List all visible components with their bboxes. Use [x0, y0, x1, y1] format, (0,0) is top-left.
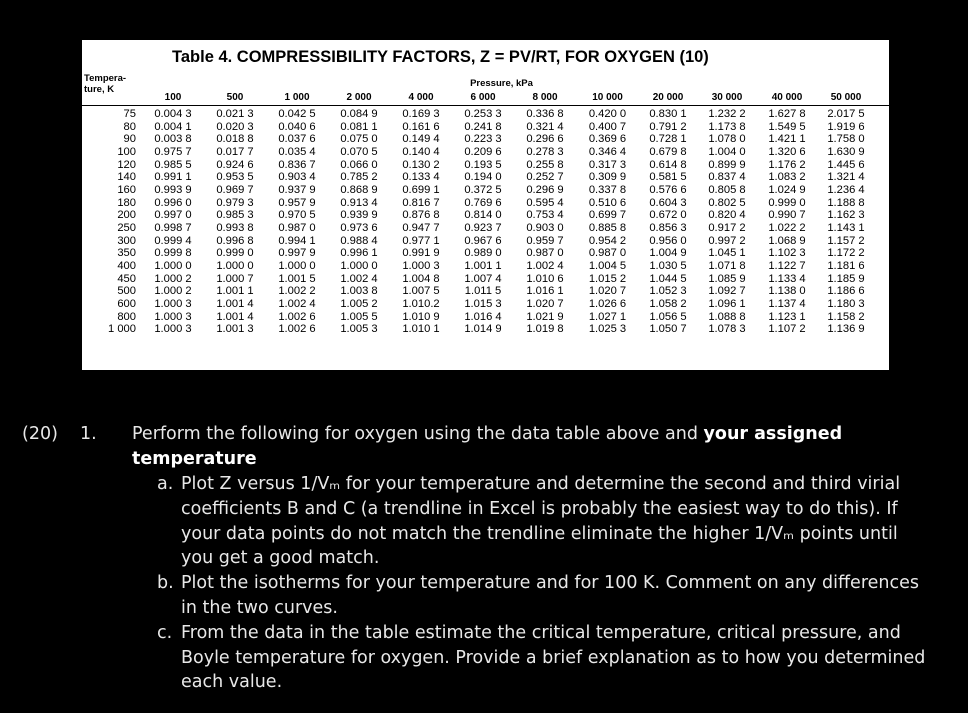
z-value-cell: 0.035 4	[278, 145, 316, 158]
z-value-cell: 1.630 9	[827, 145, 865, 158]
z-value-cell: 0.996 8	[216, 234, 254, 247]
z-value-cell: 0.255 8	[526, 158, 564, 171]
pressure-header-row	[82, 85, 875, 103]
z-value-cell: 0.903 0	[526, 221, 564, 234]
z-value-cell: 0.018 8	[216, 133, 254, 146]
z-value-cell: 0.970 5	[278, 209, 316, 222]
z-value-cell: 0.987 0	[278, 221, 316, 234]
z-value-cell: 0.987 0	[588, 247, 627, 260]
z-value-cell: 1.180 3	[827, 297, 865, 310]
z-value-cell: 0.040 6	[278, 120, 316, 133]
z-value-cell: 0.913 4	[340, 196, 378, 209]
z-value-cell: 0.679 8	[649, 145, 687, 158]
z-value-cell: 0.317 3	[588, 158, 627, 171]
z-value-cell: 1.010 6	[526, 272, 564, 285]
z-value-cell: 0.149 4	[402, 133, 440, 146]
z-value-cell: 1.137 4	[768, 297, 806, 310]
z-value-cell: 1.005 2	[340, 297, 378, 310]
z-value-cell: 0.510 6	[588, 196, 627, 209]
z-value-cell: 1.016 4	[464, 310, 502, 323]
z-value-cell: 0.614 8	[649, 158, 687, 171]
z-value-cell: 0.223 3	[464, 133, 502, 146]
z-value-cell: 0.604 3	[649, 196, 687, 209]
z-value-cell: 0.278 3	[526, 145, 564, 158]
z-value-cell: 1.078 0	[708, 133, 746, 146]
z-value-cell: 1.002 4	[340, 272, 378, 285]
z-value-cell: 0.753 4	[526, 209, 564, 222]
subitem-marker: b.	[157, 573, 174, 594]
table-row	[82, 197, 875, 210]
question-points: (20)	[22, 424, 58, 444]
table-row	[82, 235, 875, 248]
z-value-cell: 1.068 9	[768, 234, 806, 247]
z-value-cell: 1.176 2	[768, 158, 806, 171]
table-row	[82, 260, 875, 273]
z-value-cell: 0.899 9	[708, 158, 746, 171]
z-value-cell: 1.019 8	[526, 323, 564, 336]
table-row	[82, 311, 875, 324]
z-value-cell: 0.999 0	[216, 247, 254, 260]
z-value-cell: 0.130 2	[402, 158, 440, 171]
z-value-cell: 0.923 7	[464, 221, 502, 234]
subitem-marker: c.	[157, 622, 173, 643]
z-value-cell: 0.672 0	[649, 209, 687, 222]
z-value-cell: 1.000 3	[154, 323, 192, 336]
temperature-cell: 90	[123, 133, 136, 146]
table-row	[82, 298, 875, 311]
z-value-cell: 0.989 0	[464, 247, 502, 260]
z-value-cell: 0.581 5	[649, 171, 687, 184]
z-value-cell: 0.805 8	[708, 183, 746, 196]
z-value-cell: 1.010 9	[402, 310, 440, 323]
z-value-cell: 0.369 6	[588, 133, 627, 146]
z-value-cell: 1.005 5	[340, 310, 378, 323]
z-value-cell: 1.015 2	[588, 272, 627, 285]
compressibility-table-panel	[82, 40, 889, 370]
z-value-cell: 0.969 7	[216, 183, 254, 196]
z-value-cell: 0.336 8	[526, 108, 564, 120]
z-value-cell: 0.337 8	[588, 183, 627, 196]
z-value-cell: 0.999 0	[768, 196, 806, 209]
temperature-cell: 200	[117, 209, 136, 222]
pressure-column-header: 8 000	[532, 92, 558, 103]
z-value-cell: 1.001 3	[216, 323, 254, 336]
z-value-cell: 1.000 2	[154, 272, 192, 285]
z-value-cell: 1.004 9	[649, 247, 687, 260]
z-value-cell: 1.157 2	[827, 234, 865, 247]
z-value-cell: 1.133 4	[768, 272, 806, 285]
z-value-cell: 1.021 9	[526, 310, 564, 323]
compressibility-data-table	[82, 85, 875, 336]
temperature-cell: 100	[117, 145, 136, 158]
z-value-cell: 1.050 7	[649, 323, 687, 336]
z-value-cell: 1.421 1	[768, 133, 806, 146]
z-value-cell: 0.252 7	[526, 171, 564, 184]
z-value-cell: 1.078 3	[708, 323, 746, 336]
z-value-cell: 0.991 1	[154, 171, 192, 184]
z-value-cell: 1.107 2	[768, 323, 806, 336]
z-value-cell: 0.169 3	[402, 108, 440, 120]
table-row	[82, 209, 875, 222]
z-value-cell: 0.985 3	[216, 209, 254, 222]
z-value-cell: 0.161 6	[402, 120, 440, 133]
subitem-marker: a.	[157, 474, 174, 494]
table-row	[82, 103, 875, 121]
pressure-column-header: 500	[226, 92, 244, 103]
z-value-cell: 1.096 1	[708, 297, 746, 310]
pressure-column-header: 6 000	[470, 92, 496, 103]
z-value-cell: 1.083 2	[768, 171, 806, 184]
z-value-cell: 0.836 7	[278, 158, 316, 171]
question-subitem	[157, 472, 927, 571]
z-value-cell: 0.595 4	[526, 196, 564, 209]
z-value-cell: 0.814 0	[464, 209, 502, 222]
z-value-cell: 0.296 6	[526, 133, 564, 146]
z-value-cell: 0.996 0	[154, 196, 192, 209]
z-value-cell: 0.985 5	[154, 158, 192, 171]
z-value-cell: 1.020 7	[588, 285, 627, 298]
z-value-cell: 1.025 3	[588, 323, 627, 336]
table-row	[82, 323, 875, 336]
z-value-cell: 0.957 9	[278, 196, 316, 209]
z-value-cell: 1.004 0	[708, 145, 746, 158]
z-value-cell: 1.002 4	[526, 259, 564, 272]
question-main-plain: Perform the following for oxygen using the data table above and	[132, 424, 704, 444]
question-main-bold: your assigned temperature	[132, 424, 843, 469]
z-value-cell: 1.001 5	[278, 272, 316, 285]
z-value-cell: 0.576 6	[649, 183, 687, 196]
z-value-cell: 0.769 6	[464, 196, 502, 209]
z-value-cell: 0.954 2	[588, 234, 627, 247]
z-value-cell: 1.102 3	[768, 247, 806, 260]
temperature-cell: 75	[123, 108, 136, 120]
z-value-cell: 0.802 5	[708, 196, 746, 209]
z-value-cell: 0.947 7	[402, 221, 440, 234]
z-value-cell: 1.000 3	[154, 310, 192, 323]
z-value-cell: 1.158 2	[827, 310, 865, 323]
z-value-cell: 1.010.2	[402, 297, 440, 310]
table-row	[82, 285, 875, 298]
z-value-cell: 1.016 1	[526, 285, 564, 298]
pressure-header: Pressure, kPa	[470, 78, 533, 89]
z-value-cell: 0.209 6	[464, 145, 502, 158]
pressure-column-header: 40 000	[771, 92, 803, 103]
z-value-cell: 0.987 0	[526, 247, 564, 260]
question-number: 1.	[80, 424, 97, 444]
z-value-cell: 1.088 8	[708, 310, 746, 323]
z-value-cell: 1.002 2	[278, 285, 316, 298]
z-value-cell: 1.092 7	[708, 285, 746, 298]
z-value-cell: 1.000 0	[278, 259, 316, 272]
pressure-column-header: 10 000	[592, 92, 623, 103]
z-value-cell: 1.026 6	[588, 297, 627, 310]
z-value-cell: 0.140 4	[402, 145, 440, 158]
table-row	[82, 171, 875, 184]
temperature-cell: 160	[117, 183, 136, 196]
z-value-cell: 1.162 3	[827, 209, 865, 222]
z-value-cell: 1.136 9	[827, 323, 865, 336]
z-value-cell: 0.037 6	[278, 133, 316, 146]
table-row	[82, 159, 875, 172]
z-value-cell: 1.022 2	[768, 221, 806, 234]
z-value-cell: 0.021 3	[216, 108, 254, 120]
z-value-cell: 0.999 4	[154, 234, 192, 247]
pressure-column-header: 1 000	[284, 92, 310, 103]
pressure-column-header: 30 000	[711, 92, 743, 103]
z-value-cell: 0.953 5	[216, 171, 254, 184]
z-value-cell: 2.017 5	[827, 108, 865, 120]
z-value-cell: 1.005 3	[340, 323, 378, 336]
z-value-cell: 0.885 8	[588, 221, 627, 234]
table-row	[82, 273, 875, 286]
subitem-text: Plot Z versus 1/Vₘ for your temperature and determine the second and third virial coefficients B and C (a trendline in Excel is probably the easiest way to do this). If your data points do not match the trendline eliminate the higher 1/Vₘ points until you get a good match.	[181, 474, 901, 569]
z-value-cell: 1.138 0	[768, 285, 806, 298]
z-value-cell: 0.876 8	[402, 209, 440, 222]
z-value-cell: 1.004 5	[588, 259, 627, 272]
table-row	[82, 247, 875, 260]
z-value-cell: 0.837 4	[708, 171, 746, 184]
temperature-cell: 1 000	[108, 323, 136, 336]
z-value-cell: 0.081 1	[340, 120, 378, 133]
z-value-cell: 0.973 6	[340, 221, 378, 234]
z-value-cell: 1.445 6	[827, 158, 865, 171]
z-value-cell: 1.001 4	[216, 297, 254, 310]
z-value-cell: 0.997 0	[154, 209, 192, 222]
z-value-cell: 0.020 3	[216, 120, 254, 133]
z-value-cell: 0.993 9	[154, 183, 192, 196]
z-value-cell: 0.991 9	[402, 247, 440, 260]
z-value-cell: 1.002 6	[278, 323, 316, 336]
z-value-cell: 1.071 8	[708, 259, 746, 272]
z-value-cell: 0.924 6	[216, 158, 254, 171]
z-value-cell: 0.346 4	[588, 145, 627, 158]
z-value-cell: 0.194 0	[464, 171, 502, 184]
z-value-cell: 1.056 5	[649, 310, 687, 323]
temperature-header-line1: Tempera-	[84, 73, 127, 84]
z-value-cell: 0.998 7	[154, 221, 192, 234]
question-subitem	[157, 621, 927, 695]
table-row	[82, 121, 875, 134]
z-value-cell: 1.000 3	[154, 297, 192, 310]
table-body	[82, 103, 875, 336]
z-value-cell: 1.173 8	[708, 120, 746, 133]
z-value-cell: 0.728 1	[649, 133, 687, 146]
z-value-cell: 0.999 8	[154, 247, 192, 260]
z-value-cell: 0.133 4	[402, 171, 440, 184]
z-value-cell: 0.993 8	[216, 221, 254, 234]
temperature-header-line2: ture, K	[84, 84, 115, 95]
z-value-cell: 1.000 3	[402, 259, 440, 272]
z-value-cell: 0.420 0	[588, 108, 627, 120]
z-value-cell: 1.001 1	[216, 285, 254, 298]
z-value-cell: 1.045 1	[708, 247, 746, 260]
table-row	[82, 133, 875, 146]
z-value-cell: 1.010 1	[402, 323, 440, 336]
table-row	[82, 222, 875, 235]
z-value-cell: 1.321 4	[827, 171, 865, 184]
z-value-cell: 1.122 7	[768, 259, 806, 272]
z-value-cell: 1.919 6	[827, 120, 865, 133]
z-value-cell: 1.123 1	[768, 310, 806, 323]
z-value-cell: 1.172 2	[827, 247, 865, 260]
z-value-cell: 0.241 8	[464, 120, 502, 133]
z-value-cell: 0.004 3	[154, 108, 192, 120]
z-value-cell: 1.027 1	[588, 310, 627, 323]
z-value-cell: 1.627 8	[768, 108, 806, 120]
temperature-cell: 140	[117, 171, 136, 184]
temperature-header-cell	[82, 85, 142, 103]
z-value-cell: 1.000 7	[216, 272, 254, 285]
z-value-cell: 1.011 5	[464, 285, 502, 298]
z-value-cell: 1.000 2	[154, 285, 192, 298]
z-value-cell: 0.084 9	[340, 108, 378, 120]
temperature-cell: 180	[117, 196, 136, 209]
z-value-cell: 0.977 1	[402, 234, 440, 247]
z-value-cell: 1.007 5	[402, 285, 440, 298]
z-value-cell: 0.004 1	[154, 120, 192, 133]
z-value-cell: 0.990 7	[768, 209, 806, 222]
z-value-cell: 0.400 7	[588, 120, 627, 133]
z-value-cell: 1.085 9	[708, 272, 746, 285]
z-value-cell: 1.143 1	[827, 221, 865, 234]
question-main-text	[132, 422, 932, 472]
z-value-cell: 0.070 5	[340, 145, 378, 158]
z-value-cell: 0.967 6	[464, 234, 502, 247]
z-value-cell: 1.002 4	[278, 297, 316, 310]
temperature-cell: 350	[117, 247, 136, 260]
temperature-cell: 500	[117, 285, 136, 298]
z-value-cell: 0.372 5	[464, 183, 502, 196]
z-value-cell: 0.699 1	[402, 183, 440, 196]
pressure-column-header: 4 000	[408, 92, 434, 103]
z-value-cell: 0.997 2	[708, 234, 746, 247]
z-value-cell: 0.309 9	[588, 171, 627, 184]
z-value-cell: 1.052 3	[649, 285, 687, 298]
z-value-cell: 0.979 3	[216, 196, 254, 209]
question-subitems	[157, 472, 927, 695]
pressure-column-header: 20 000	[652, 92, 684, 103]
question-subitem	[157, 571, 927, 621]
temperature-cell: 120	[117, 158, 136, 171]
subitem-text: From the data in the table estimate the critical temperature, critical pressure, and Boyle temperature for oxygen. Provide a brief explanation as to how you determined each value.	[181, 622, 926, 693]
pressure-column-header: 2 000	[346, 92, 372, 103]
z-value-cell: 0.017 7	[216, 145, 254, 158]
z-value-cell: 0.996 1	[340, 247, 378, 260]
z-value-cell: 0.997 9	[278, 247, 316, 260]
z-value-cell: 0.937 9	[278, 183, 316, 196]
z-value-cell: 0.193 5	[464, 158, 502, 171]
z-value-cell: 1.015 3	[464, 297, 502, 310]
z-value-cell: 1.188 8	[827, 196, 865, 209]
z-value-cell: 1.001 1	[464, 259, 502, 272]
z-value-cell: 1.058 2	[649, 297, 687, 310]
z-value-cell: 0.988 4	[340, 234, 378, 247]
z-value-cell: 1.000 0	[340, 259, 378, 272]
z-value-cell: 1.020 7	[526, 297, 564, 310]
z-value-cell: 0.868 9	[340, 183, 378, 196]
z-value-cell: 1.002 6	[278, 310, 316, 323]
z-value-cell: 1.000 0	[154, 259, 192, 272]
z-value-cell: 0.820 4	[708, 209, 746, 222]
z-value-cell: 0.917 2	[708, 221, 746, 234]
z-value-cell: 0.253 3	[464, 108, 502, 120]
table-row	[82, 184, 875, 197]
temperature-cell: 450	[117, 272, 136, 285]
subitem-text: Plot the isotherms for your temperature and for 100 K. Comment on any differences in the two curves.	[181, 573, 919, 618]
z-value-cell: 0.975 7	[154, 145, 192, 158]
z-value-cell: 0.699 7	[588, 209, 627, 222]
z-value-cell: 0.321 4	[526, 120, 564, 133]
z-value-cell: 0.856 3	[649, 221, 687, 234]
z-value-cell: 0.816 7	[402, 196, 440, 209]
z-value-cell: 1.001 4	[216, 310, 254, 323]
z-value-cell: 0.830 1	[649, 108, 687, 120]
temperature-cell: 800	[117, 310, 136, 323]
z-value-cell: 1.007 4	[464, 272, 502, 285]
table-row	[82, 146, 875, 159]
z-value-cell: 1.014 9	[464, 323, 502, 336]
z-value-cell: 1.758 0	[827, 133, 865, 146]
z-value-cell: 1.000 0	[216, 259, 254, 272]
z-value-cell: 1.320 6	[768, 145, 806, 158]
z-value-cell: 0.066 0	[340, 158, 378, 171]
z-value-cell: 1.030 5	[649, 259, 687, 272]
z-value-cell: 0.939 9	[340, 209, 378, 222]
z-value-cell: 0.785 2	[340, 171, 378, 184]
pressure-column-header: 50 000	[830, 92, 862, 103]
table-title: Table 4. COMPRESSIBILITY FACTORS, Z = PV/RT, FOR OXYGEN (10)	[172, 48, 709, 66]
z-value-cell: 1.186 6	[827, 285, 865, 298]
z-value-cell: 0.959 7	[526, 234, 564, 247]
temperature-cell: 600	[117, 297, 136, 310]
z-value-cell: 0.075 0	[340, 133, 378, 146]
temperature-cell: 400	[117, 259, 136, 272]
z-value-cell: 0.791 2	[649, 120, 687, 133]
z-value-cell: 1.003 8	[340, 285, 378, 298]
z-value-cell: 1.024 9	[768, 183, 806, 196]
z-value-cell: 0.903 4	[278, 171, 316, 184]
z-value-cell: 1.185 9	[827, 272, 865, 285]
z-value-cell: 1.004 8	[402, 272, 440, 285]
z-value-cell: 0.296 9	[526, 183, 564, 196]
z-value-cell: 1.549 5	[768, 120, 806, 133]
z-value-cell: 1.181 6	[827, 259, 865, 272]
temperature-cell: 300	[117, 234, 136, 247]
z-value-cell: 1.044 5	[649, 272, 687, 285]
z-value-cell: 1.236 4	[827, 183, 865, 196]
z-value-cell: 0.003 8	[154, 133, 192, 146]
temperature-cell: 250	[117, 221, 136, 234]
z-value-cell: 0.956 0	[649, 234, 687, 247]
pressure-column-header: 100	[164, 92, 182, 103]
z-value-cell: 0.042 5	[278, 108, 316, 120]
z-value-cell: 1.232 2	[708, 108, 746, 120]
temperature-cell: 80	[123, 120, 136, 133]
z-value-cell: 0.994 1	[278, 234, 316, 247]
